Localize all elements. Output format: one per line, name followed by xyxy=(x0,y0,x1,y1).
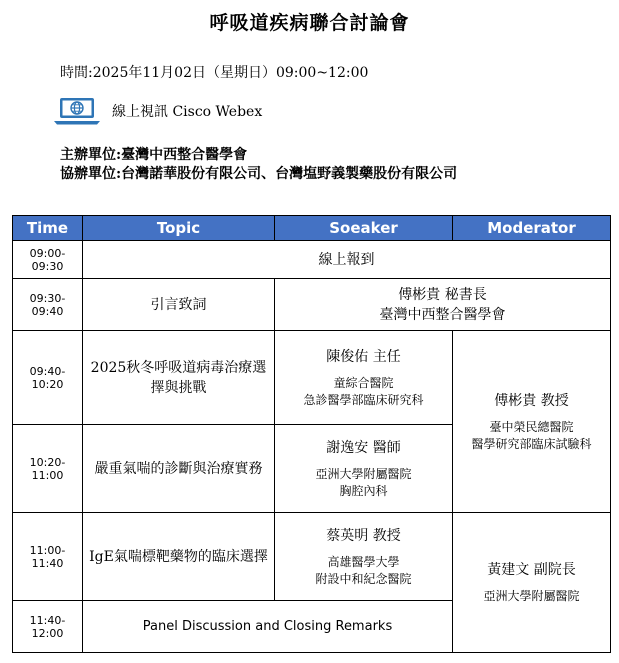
agenda-table xyxy=(12,215,611,653)
speaker-affiliation: 亞洲大學附屬醫院 xyxy=(315,466,412,481)
row-time: 11:00-11:40 xyxy=(13,513,83,601)
speaker-department: 附設中和紀念醫院 xyxy=(315,571,412,586)
speaker-name: 蔡英明 教授 xyxy=(326,527,401,544)
table-row xyxy=(13,331,611,425)
moderator-name: 黃建文 副院長 xyxy=(487,562,576,578)
header-topic: Topic xyxy=(83,216,275,241)
co-organizer: 協辦單位:台灣諾華股份有限公司、台灣塩野義製藥股份有限公司 xyxy=(60,166,458,182)
row-time: 09:40-10:20 xyxy=(13,331,83,425)
table-row xyxy=(13,279,611,331)
speaker-affiliation: 高雄醫學大學 xyxy=(327,554,400,569)
speaker-affiliation: 童綜合醫院 xyxy=(333,375,394,390)
table-header-row xyxy=(13,216,611,241)
row-topic: 嚴重氣喘的診斷與治療實務 xyxy=(83,425,275,513)
header-time: Time xyxy=(13,216,83,241)
row-speaker xyxy=(275,425,453,513)
online-meeting-label: 線上視訊 Cisco Webex xyxy=(112,104,263,120)
row-time: 11:40-12:00 xyxy=(13,601,83,653)
header-speaker: Soeaker xyxy=(275,216,453,241)
speaker-department: 胸腔內科 xyxy=(339,483,388,498)
row-topic: Panel Discussion and Closing Remarks xyxy=(83,601,453,653)
moderator-cell xyxy=(453,331,611,513)
online-meeting xyxy=(52,96,262,126)
row-topic: 線上報到 xyxy=(83,241,611,279)
table-row xyxy=(13,513,611,601)
row-speaker xyxy=(275,513,453,601)
table-row xyxy=(13,241,611,279)
row-speaker xyxy=(275,279,611,331)
host-organizer: 主辦單位:臺灣中西整合醫學會 xyxy=(60,147,248,163)
header-moderator: Moderator xyxy=(453,216,611,241)
row-speaker xyxy=(275,331,453,425)
row-time: 09:00-09:30 xyxy=(13,241,83,279)
moderator-affiliation: 臺中榮民總醫院 xyxy=(489,419,574,434)
moderator-department: 醫學研究部臨床試驗科 xyxy=(471,436,592,451)
row-time: 09:30-09:40 xyxy=(13,279,83,331)
moderator-name: 傅彬貴 教授 xyxy=(494,392,569,409)
row-time: 10:20-11:00 xyxy=(13,425,83,513)
laptop-globe-icon xyxy=(52,96,102,126)
row-topic: 2025秋冬呼吸道病毒治療選擇與挑戰 xyxy=(83,331,275,425)
speaker-name: 傅彬貴 秘書長 xyxy=(398,286,487,303)
speaker-name: 謝逸安 醫師 xyxy=(326,439,401,456)
event-datetime: 時間:2025年11月02日（星期日）09:00~12:00 xyxy=(60,65,369,81)
speaker-name: 陳俊佑 主任 xyxy=(326,348,401,365)
speaker-department: 急診醫學部臨床研究科 xyxy=(303,392,424,407)
moderator-affiliation: 亞洲大學附屬醫院 xyxy=(483,589,580,603)
moderator-cell xyxy=(453,513,611,653)
speaker-affiliation: 臺灣中西整合醫學會 xyxy=(379,306,506,323)
row-topic: IgE氣喘標靶藥物的臨床選擇 xyxy=(83,513,275,601)
page-title: 呼吸道疾病聯合討論會 xyxy=(209,12,410,34)
row-topic: 引言致詞 xyxy=(83,279,275,331)
